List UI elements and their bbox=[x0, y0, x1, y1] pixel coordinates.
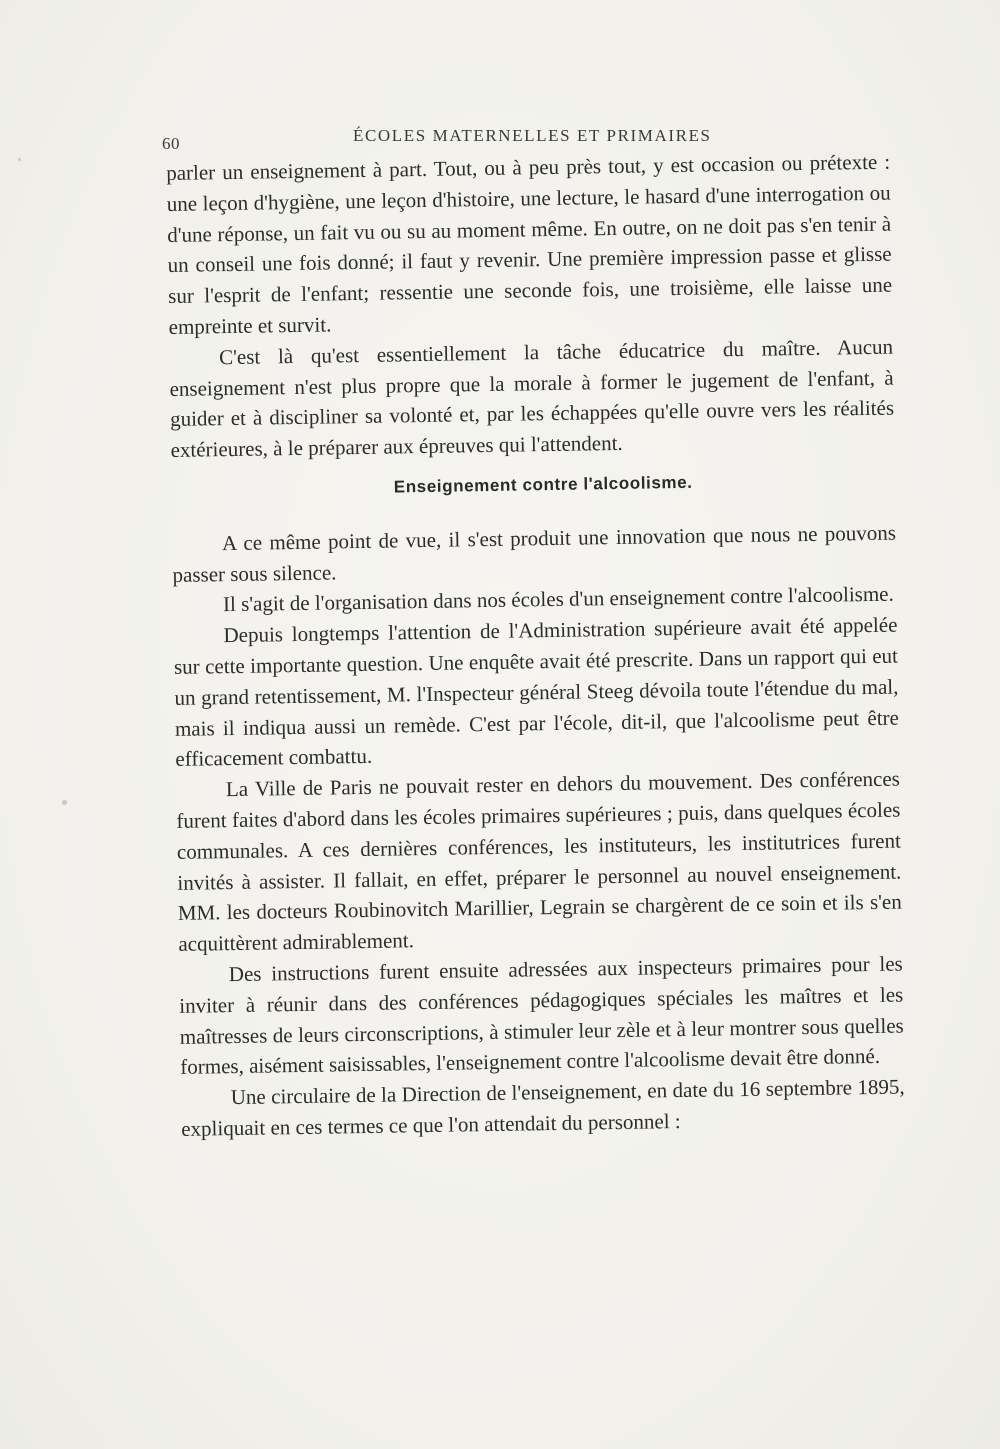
paragraph: Des instructions furent ensuite adressées aux inspecteurs primaires pour les inviter à réunir dans des conférences pédagogiques spéciales les maîtres et les maîtresses de leurs circonscriptions, à stimuler leur zèle et à leur montrer sous quelles formes, aisément saisissables, l'enseignement contre l'alcoolisme devait être donné. bbox=[179, 951, 904, 1080]
paper-speck bbox=[62, 800, 67, 805]
paragraph-continued: parler un enseignement à part. Tout, ou à peu près tout, y est occasion ou prétexte : une leçon d'hygiène, une leçon d'histoire, une lecture, le hasard d'une interrogation ou d'une réponse, un fait vu ou su au moment même. En outre, on ne doit pas s'en tenir à un conseil une fois donné; il faut y revenir. Une première impression passe et glisse sur l'esprit de l'enfant; ressentie une seconde fois, une troisième, elle laisse une empreinte et survit. bbox=[166, 149, 893, 339]
body-text bbox=[166, 147, 905, 1145]
page-number: 60 bbox=[162, 134, 180, 153]
paper-speck bbox=[18, 158, 21, 161]
paragraph: Il s'agit de l'organisation dans nos écoles d'un enseignement contre l'alcoolisme. bbox=[222, 581, 894, 617]
paragraph: Une circulaire de la Direction de l'enseignement, en date du 16 septembre 1895, expliquait en ces termes ce que l'on attendait du personnel : bbox=[181, 1074, 905, 1141]
running-title: ÉCOLES MATERNELLES ET PRIMAIRES bbox=[353, 126, 712, 145]
paragraph: Depuis longtemps l'attention de l'Administration supérieure avait été appelée sur cette importante question. Une enquête avait été prescrite. Dans un rapport qui eut un grand retentissement, M. l'Inspecteur général Steeg dévoila toute l'étendue du mal, mais il indiqua aussi un remède. C'est par l'école, dit-il, que l'alcoolisme peut être efficacement combattu. bbox=[173, 612, 900, 772]
section-heading: Enseignement contre l'alcoolisme. bbox=[393, 472, 693, 497]
paragraph: C'est là qu'est essentiellement la tâche éducatrice du maître. Aucun enseignement n'est plus propre que la morale à former le jugement de l'enfant, à guider et à discipliner sa volonté et, par les échappées qu'elle ouvre vers les réalités extérieures, à le préparer aux épreuves qui l'attendent. bbox=[169, 334, 895, 463]
paragraph: A ce même point de vue, il s'est produit une innovation que nous ne pouvons passer sous silence. bbox=[172, 520, 897, 587]
paragraph: La Ville de Paris ne pouvait rester en dehors du mouvement. Des conférences furent faites d'abord dans les écoles primaires supérieures ; puis, dans quelques écoles communales. A ces dernières conférences, les instituteurs, les institutrices furent invités à assister. Il fallait, en effet, préparer le personnel au nouvel enseignement. MM. les docteurs Roubinovitch Marillier, Legrain se chargèrent de ce soin et ils s'en acquittèrent admirablement. bbox=[176, 766, 902, 957]
